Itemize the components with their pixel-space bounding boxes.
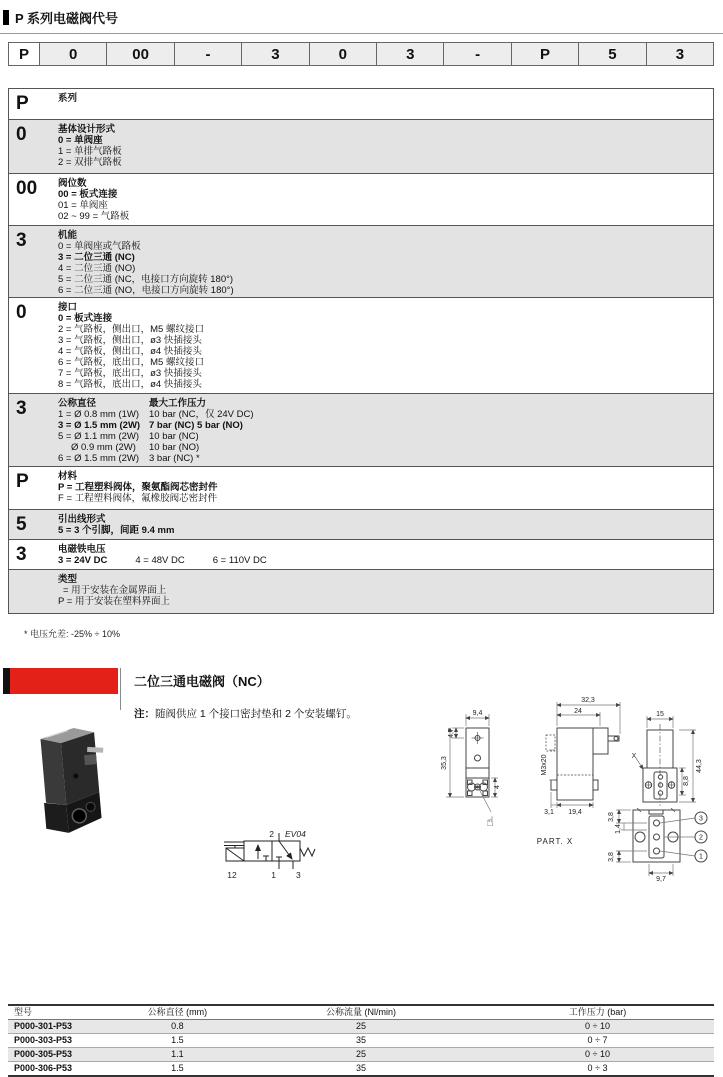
spec-title: 机能 [58, 230, 78, 241]
pressure-cell: 0 ÷ 10 [585, 1021, 610, 1031]
dim-label: 3,1 [544, 809, 554, 816]
spec-line: 0 = 单阀座或气路板 [58, 241, 141, 252]
valve-photo-shapes [38, 726, 111, 835]
section-note [134, 706, 357, 721]
code-cell: 0 [40, 42, 107, 66]
dim-label: 3,8 [608, 852, 615, 862]
spec-row-diameter [9, 393, 713, 466]
spec-row-lead-form [9, 509, 713, 539]
table-header-cell: 工作压力 (bar) [568, 1007, 627, 1017]
spec-row-body-design [9, 119, 713, 173]
spec-line: 5 = 3 个引脚，间距 9.4 mm [58, 525, 175, 536]
code-explanation-table [8, 88, 714, 614]
voltage-tolerance-footnote: * 电压允差: -25% ÷ 10% [24, 629, 120, 639]
diameter-cell: 1.1 [171, 1049, 184, 1059]
product-photo [26, 718, 126, 838]
detail-view-label: PART. X [536, 837, 574, 846]
model-cell: P000-306-P53 [14, 1063, 73, 1073]
pneumatic-symbol [222, 828, 322, 882]
spec-row-series [9, 89, 713, 119]
model-cell: P000-301-P53 [14, 1021, 73, 1031]
spec-code: 3 [16, 230, 27, 251]
spec-line: 5 = 二位三通 (NC，电接口方向旋转 180°) [58, 274, 234, 285]
dim-label: 44,3 [696, 759, 703, 773]
table-row [8, 1033, 714, 1047]
spec-row-ports [9, 297, 713, 393]
section-divider-line [120, 668, 121, 710]
code-cell: 5 [579, 42, 646, 66]
spec-title: 最大工作压力 [149, 398, 207, 409]
spec-line: 3 = Ø 1.5 mm (2W) [58, 420, 141, 431]
spec-code: 0 [16, 302, 27, 323]
dim-label: 32,3 [581, 697, 595, 704]
code-cell: 00 [107, 42, 174, 66]
dim-label: 24 [574, 708, 582, 715]
spec-line: 8 = 气路板，底出口，ø4 快插接头 [58, 379, 202, 390]
spec-code: 00 [16, 178, 38, 199]
port-label-1: 1 [271, 870, 276, 880]
voltage-option: 6 = 110V DC [212, 555, 267, 566]
diameter-cell: 1.5 [171, 1063, 184, 1073]
valve-symbol-label: EV04 [285, 829, 306, 839]
rear-view-dim-lines [636, 716, 696, 802]
side-view-dim-lines [549, 702, 620, 808]
spec-title: 阀位数 [58, 178, 87, 189]
spec-code: P [16, 471, 29, 492]
spec-line: 7 bar (NC) 5 bar (NO) [149, 420, 243, 431]
spec-line: 6 = Ø 1.5 mm (2W) [58, 453, 140, 464]
spring-symbol [300, 848, 315, 856]
spec-line: 3 = 气路板，侧出口，ø3 快插接头 [58, 335, 202, 346]
voltage-option: 4 = 48V DC [135, 555, 185, 566]
section-title: 二位三通电磁阀（NC） [134, 674, 270, 689]
dim-label: 19,4 [568, 809, 582, 816]
dim-label: 15 [656, 711, 664, 718]
dim-label: 35,3 [441, 756, 448, 770]
spec-row-function [9, 225, 713, 297]
table-header-cell: 公称流量 (Nl/min) [325, 1007, 396, 1017]
spec-code: 3 [16, 398, 27, 419]
spec-line: 02 ~ 99 = 气路板 [58, 211, 130, 222]
spec-line: F = 工程塑料阀体，氟橡胶阀芯密封件 [58, 493, 218, 504]
title-bar-mark [3, 10, 9, 25]
port-label-3: 3 [296, 870, 301, 880]
pressure-cell: 0 ÷ 7 [587, 1035, 608, 1045]
spec-code: 0 [16, 124, 27, 145]
code-cell: 3 [377, 42, 444, 66]
dim-label: 4,7 [448, 728, 455, 738]
code-cell: - [175, 42, 242, 66]
spec-row-voltage [9, 539, 713, 569]
model-spec-table [8, 1004, 714, 1077]
code-cell: 3 [242, 42, 309, 66]
code-cell: - [444, 42, 511, 66]
spec-line: 6 = 二位三通 (NO，电接口方向旋转 180°) [58, 285, 234, 296]
dimension-drawings [430, 680, 723, 905]
table-header-row [8, 1006, 714, 1020]
flow-cell: 25 [355, 1021, 366, 1031]
spec-title: 系列 [58, 93, 78, 104]
spec-title: 电磁铁电压 [58, 544, 106, 555]
code-cell: 3 [647, 42, 714, 66]
pressure-cell: 0 ÷ 3 [587, 1063, 608, 1073]
table-row [8, 1047, 714, 1061]
spec-title: 公称直径 [58, 398, 97, 409]
dim-label: 9,7 [656, 876, 666, 883]
spec-row-material [9, 466, 713, 509]
spec-line: = 用于安装在金属界面上 [63, 585, 167, 596]
spec-title: 基体设计形式 [58, 124, 116, 135]
spec-title: 类型 [58, 574, 78, 585]
callout-number: 1 [699, 853, 703, 861]
spec-code [9, 570, 58, 613]
spec-line: 2 = 双排气路板 [58, 157, 122, 168]
spec-line: 00 = 板式连接 [58, 189, 118, 200]
spec-line: 7 = 气路板，底出口，ø3 快插接头 [58, 368, 202, 379]
spec-line: 1 = Ø 0.8 mm (1W) [58, 409, 140, 420]
spec-title: 材料 [58, 471, 78, 482]
spec-code: 5 [16, 514, 27, 535]
dim-label: 8,8 [683, 776, 690, 786]
diameter-cell: 0.8 [171, 1021, 184, 1031]
section-red-bar [10, 668, 118, 694]
port-label-2: 2 [269, 829, 274, 839]
spec-row-type [9, 569, 713, 613]
page-header [0, 8, 723, 34]
spec-line: 5 = Ø 1.1 mm (2W) [58, 431, 140, 442]
spec-line: 10 bar (NC) [149, 431, 199, 442]
side-view-drawing [546, 728, 619, 800]
hand-pointer-icon: ☝ [486, 814, 494, 829]
voltage-option: 3 = 24V DC [58, 555, 108, 566]
section-black-bar [3, 668, 10, 694]
detail-ref-label: X [631, 753, 637, 760]
spec-line: 0 = 单阀座 [58, 135, 103, 146]
spec-line: 01 = 单阀座 [58, 200, 108, 211]
table-row [8, 1061, 714, 1075]
spec-line: P = 用于安装在塑料界面上 [58, 596, 170, 607]
spec-row-positions [9, 173, 713, 225]
spec-line: 3 bar (NC) * [149, 453, 200, 464]
code-cell: 0 [310, 42, 377, 66]
model-cell: P000-305-P53 [14, 1049, 73, 1059]
spec-line: 10 bar (NC，仅 24V DC) [149, 409, 254, 420]
note-text: 随阀供应 1 个接口密封垫和 2 个安装螺钉。 [155, 708, 357, 720]
table-header-cell: 公称直径 (mm) [147, 1007, 208, 1017]
spec-line: 6 = 气路板，底出口，M5 螺纹接口 [58, 357, 204, 368]
pressure-cell: 0 ÷ 10 [585, 1049, 610, 1059]
spec-code: P [16, 93, 29, 114]
callout-number: 2 [699, 834, 703, 842]
connector-detail-drawing [633, 808, 680, 862]
callout-number: 3 [699, 815, 703, 823]
spec-line: 2 = 气路板，侧出口，M5 螺纹接口 [58, 324, 204, 335]
dim-label: 3,8 [608, 812, 615, 822]
diameter-cell: 1.5 [171, 1035, 184, 1045]
table-header-cell: 型号 [14, 1007, 33, 1017]
dim-label: 9,4 [472, 710, 483, 717]
dim-label: 4 [494, 785, 501, 789]
code-cell: P [512, 42, 579, 66]
front-view-drawing [466, 728, 489, 797]
rear-view-drawing [643, 724, 677, 806]
spec-line: Ø 0.9 mm (2W) [71, 442, 136, 453]
flow-cell: 35 [355, 1035, 366, 1045]
spec-line: 4 = 气路板，侧出口，ø4 快插接头 [58, 346, 202, 357]
dim-label: M3x20 [541, 754, 548, 776]
flow-cell: 35 [355, 1063, 366, 1073]
spec-line: 10 bar (NO) [149, 442, 200, 453]
table-row [8, 1020, 714, 1033]
code-box-row [8, 42, 714, 66]
spec-line: 3 = 二位三通 (NC) [58, 252, 135, 263]
note-label: 注： [134, 708, 155, 720]
dim-label: 1,4 [615, 824, 622, 834]
spec-title: 接口 [58, 302, 78, 313]
page-title: P 系列电磁阀代号 [15, 11, 119, 26]
spec-line: 0 = 板式连接 [58, 313, 113, 324]
spec-line: P = 工程塑料阀体，聚氨酯阀芯密封件 [58, 482, 218, 493]
spec-line: 1 = 单排气路板 [58, 146, 122, 157]
port-label-12: 12 [227, 870, 237, 880]
model-cell: P000-303-P53 [14, 1035, 73, 1045]
spec-title: 引出线形式 [58, 514, 106, 525]
spec-code: 3 [16, 544, 27, 565]
code-cell: P [8, 42, 40, 66]
flow-cell: 25 [355, 1049, 366, 1059]
spec-line: 4 = 二位三通 (NO) [58, 263, 136, 274]
